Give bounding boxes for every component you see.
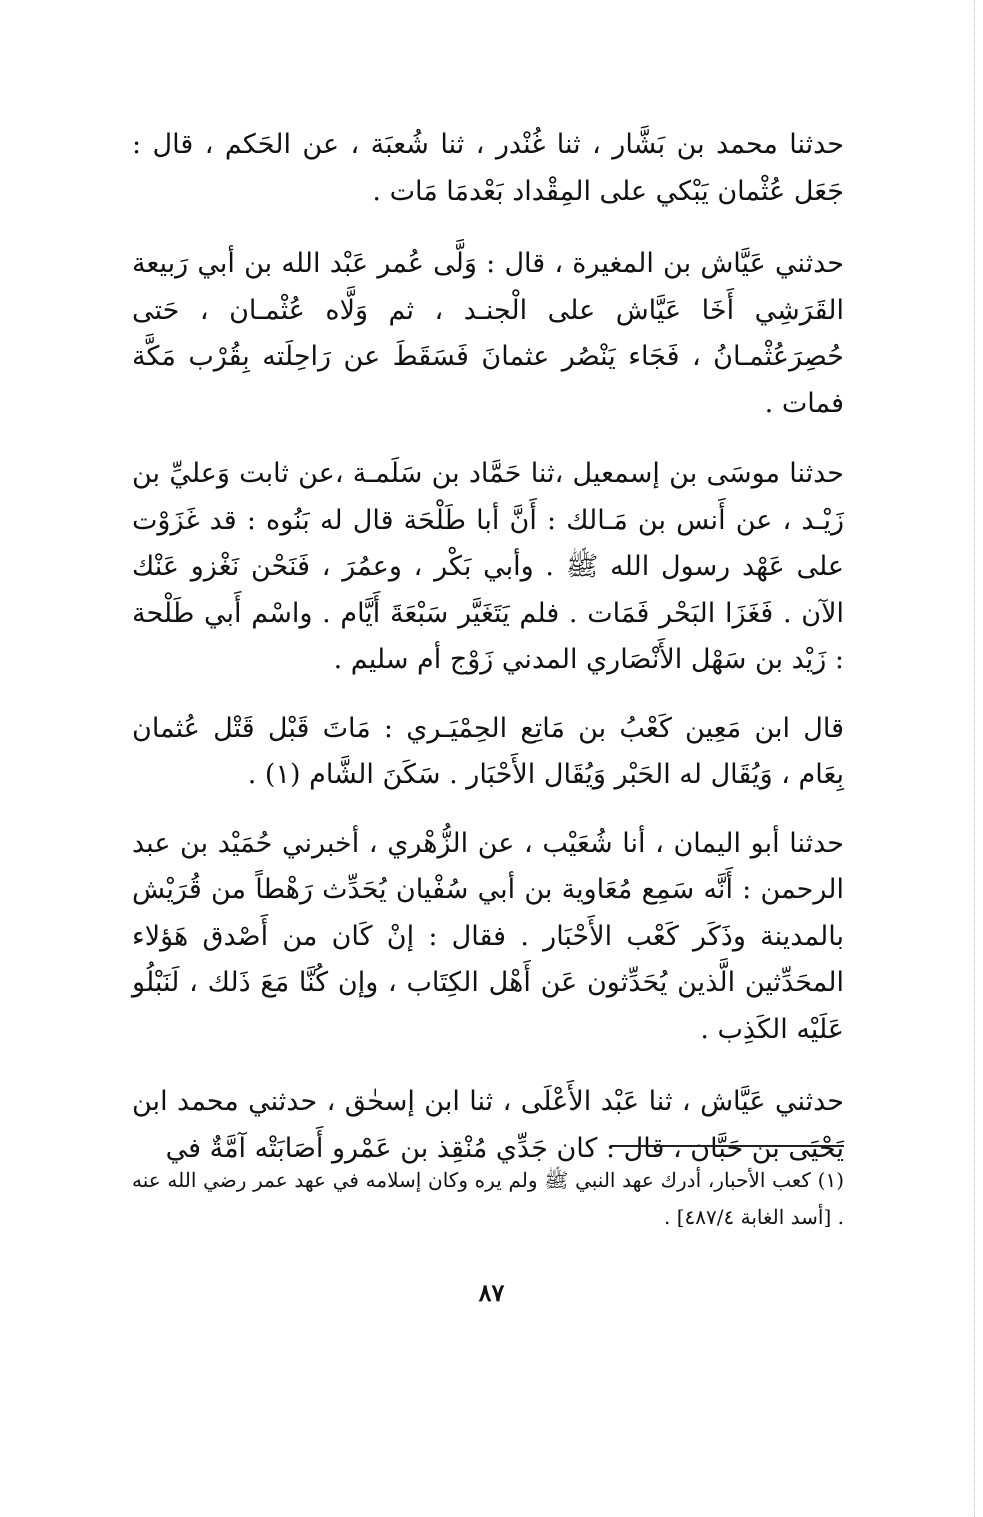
paragraph-6: حدثني عَيَّاش ، ثنا عَبْد الأَعْلَى ، ثنا ابن إسحٰق ، حدثني محمد ابن يَحْيَى بن حَبَّان ، قال : كان جَدِّي مُنْقِذ بن عَمْرو أَصَابَتْه آمَّةٌ في	[132, 1086, 844, 1164]
paragraph-1: حدثنا محمد بن بَشَّار ، ثنا غُنْدر ، ثنا شُعبَة ، عن الحَكم ، قال : جَعَل عُثْمان يَبْكي على المِقْداد بَعْدمَا مَات .	[132, 129, 844, 207]
footnote: (١) كعب الأحبار، أدرك عهد النبي ﷺ ولم يره وكان إسلامه في عهد عمر رضي الله عنه . [أسد الغابة ٤٨٧/٤] .	[132, 1168, 844, 1229]
paragraph-3: حدثنا موسَى بن إسمعيل ،ثنا حَمَّاد بن سَلَمـة ،عن ثابت وَعليِّ بن زَيْـد ، عن أَنس بن مَـالك : أَنَّ أبا طَلْحَة قال له بَنُوه : قد غَزَوْت على عَهْد رسول الله ﷺ . وأبي بَكْر ، وعمُرَ ، فَنَحْن نَغْزو عَنْك الآن . فَغَزَا البَحْر فَمَات . فلم يَتَغَيَّر سَبْعَةَ أَيَّام . واسْم أَبي طَلْحة : زَيْد بن سَهْل الأَنْصَاري المدني زَوْج أم سليم .	[132, 458, 844, 675]
footnote-separator	[610, 1145, 844, 1147]
paragraph-2: حدثني عَيَّاش بن المغيرة ، قال : وَلَّى عُمر عَبْد الله بن أبي رَبيعة القَرَشِي أَخَا عَيَّاش على الْجنـد ، ثم وَلَّاه عُثْمـان ، حَتى حُصِرَعُثْمـانُ ، فَجَاء يَنْصُر عثمانَ فَسَقَطَ عن رَاحِلَته بِقُرْب مَكَّة فمات .	[132, 248, 844, 419]
paragraph-4: قال ابن مَعِين كَعْبُ بن مَاتِع الحِمْيَـري : مَاتَ قَبْل قَتْل عُثمان بِعَام ، وَيُقَال له الحَبْر وَيُقَال الأَحْبَار . سَكَنَ الشَّام (١) .	[132, 712, 844, 790]
paragraph-5: حدثنا أبو اليمان ، أنا شُعَيْب ، عن الزُّهْري ، أخبرني حُمَيْد بن عبد الرحمن : أَنَّه سَمِع مُعَاوية بن أبي سُفْيان يُحَدِّث رَهْطاً من قُرَيْش بالمدينة وذَكَر كَعْب الأَحْبَار . فقال : إنْ كَان من أَصْدق هَؤلاء المحَدِّثين الَّذين يُحَدِّثون عَن أَهْل الكِتَاب ، وإن كُنَّا مَعَ ذَلك ، لَنَبْلُو عَلَيْه الكَذِب .	[132, 827, 844, 1045]
page-number: ٨٧	[478, 1278, 505, 1307]
main-text	[132, 122, 844, 1198]
